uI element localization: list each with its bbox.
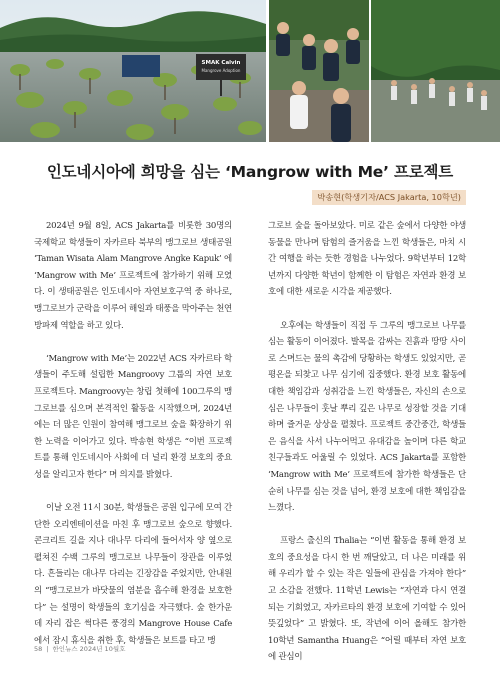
page-footer: 58 | 한인뉴스 2024년 10월호 [34,645,126,653]
paragraph: 오후에는 학생들이 직접 두 그루의 맹그로브 나무를 심는 활동이 이어졌다. 발목을 감싸는 진흙과 땅땅 사이로 스며드는 물의 촉감에 당황하는 학생도 있었지만, 곧 평온을 되찾고 나무 심기에 집중했다. 환경 보호 활동에 대한 책임감과 성취감을 느낀 학생들은, 자신의 손으로 심은 나무들이 훗날 뿌리 깊은 나무로 성장할 것을 기대하며 즐거운 상상을 펼쳤다. 프로젝트 중간중간, 학생들은 음식을 사서 나누어먹고 유대감을 높이며 다른 학교 친구들과도 어울릴 수 있었다. ACS Jakarta를 포함한 ‘Mangrow with Me’ 프로젝트에 참가한 학생들은 단순히 나무를 심는 것을 넘어, 환경 보호에 대한 책임감을 느꼈다. [268,320,466,514]
paragraph: 2024년 9월 8일, ACS Jakarta를 비롯한 30명의 국제학교 학생들이 자카르타 북부의 맹그로브 생태공원 ‘Taman Wisata Alam Mangrove Angke Kapuk’ 에 ‘Mangrow with Me’ 프로젝트에 참가하기 위해 모였다. 이 생태공원은 인도네시아 자연보호구역 중 하나로, 맹그로브가 군락을 이루어 해일과 태풍을 막아주는 천연 방파제 역할을 하고 있다. [34,221,232,331]
sign-title: SMAK Calvin [201,60,241,66]
paragraph: 이날 오전 11시 30분, 학생들은 공원 입구에 모여 간단한 오리엔테이션을 마친 후 맹그로브 숲으로 향했다. 콘크리트 길을 지나 대나무 다리에 들어서자 양 옆으로 펼쳐진 수백 그루의 맹그로브 나무들이 장관을 이루었다. 흔들리는 대나무 다리는 긴장감을 주었지만, 안내원의 “맹그로브가 바닷물의 염분을 흡수해 환경을 보호한다” 는 설명이 학생들의 호기심을 자극했다. 숲 한가운데 자리 잡은 썩다른 풍경의 Mangrove House Cafe에서 잠시 휴식을 취한 후, 학생들은 보트를 타고 맹 [34,503,232,646]
mangrove-field-photo [0,0,266,142]
sign-subtitle: Mangrove Adoption [201,68,241,73]
paragraph: 그로브 숲을 돌아보았다. 미로 같은 숲에서 다양한 야생동물을 만나며 탐험의 즐거움을 느낀 학생들은, 마치 시간 여행을 하는 듯한 경험을 나누었다. 9학년부터 12학년까지 다양한 학년이 함께한 이 탐험은 자연과 환경 보호에 대한 새로운 시각을 제공했다. [268,221,466,298]
page-number: 58 [34,645,43,653]
group-mangrove-photo [371,0,500,142]
article-column-left [34,218,232,666]
photo-strip [0,0,500,142]
paragraph: 프랑스 출신의 Thalia는 “이번 활동을 통해 환경 보호의 중요성을 다시 한 번 깨달았고, 더 나은 미래를 위해 우리가 할 수 있는 작은 일들에 관심을 가져야 한다” 고 소감을 전했다. 11학년 Lewis는 “자연과 다시 연결되는 기회였고, 자카르타의 환경 보호에 기여할 수 있어 뜻깊었다” 고 밝혔다. 또, 작년에 이어 올해도 참가한 10학년 Samantha Huang은 “어릴 때부터 자연 보호에 관심이 [268,536,466,663]
publication-name: 한인뉴스 2024년 10월호 [52,645,126,653]
paragraph: ‘Mangrow with Me’는 2022년 ACS 자카르타 학생들이 주도해 설립한 Mangroovy 그룹의 자연 보호 프로젝트다. Mangroovy는 창립 첫해에 100그루의 맹그로브를 심으며 본격적인 활동을 시작했으며, 2024년에는 더 많은 인원이 참여해 맹그로브 숲을 확장하기 위한 노력을 이어가고 있다. 박송현 학생은 “이번 프로젝트를 통해 인도네시아 사회에 더 널리 환경 보호의 중요성을 알리고자 한다” 며 의지를 밝혔다. [34,353,232,480]
article-headline: 인도네시아에 희망을 심는 ‘Mangrow with Me’ 프로젝트 [46,163,454,181]
students-photo [269,0,369,142]
article-column-right [268,218,466,683]
byline: 박송현(학생기자/ACS Jakarta, 10학년) [312,190,466,205]
